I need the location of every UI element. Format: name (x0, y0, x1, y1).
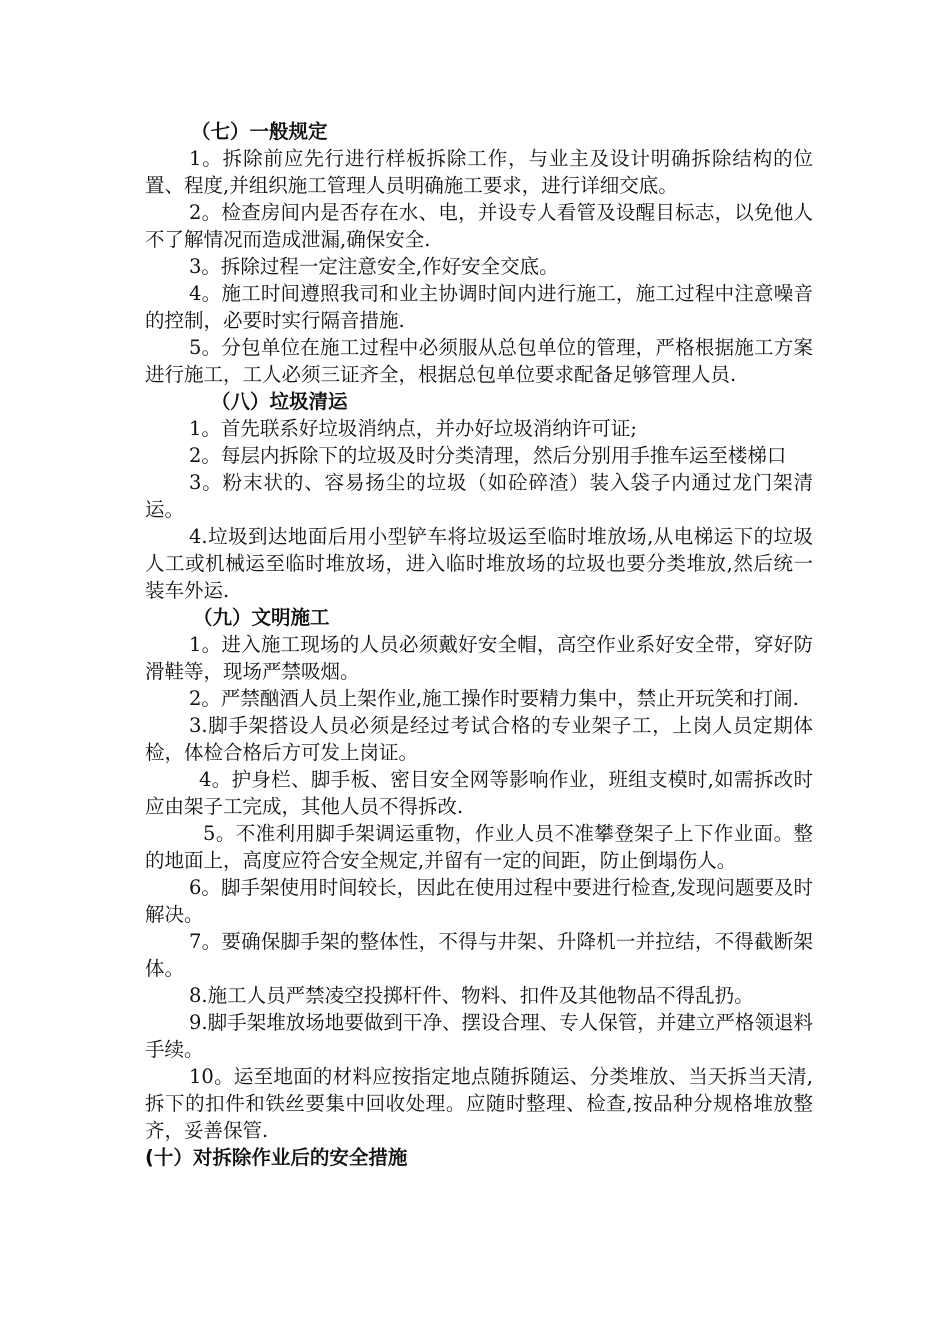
paragraph-9-7: 7。要确保脚手架的整体性，不得与井架、升降机一并拉结，不得截断架体。 (145, 930, 813, 980)
paragraph-9-6: 6。脚手架使用时间较长，因此在使用过程中要进行检查,发现问题要及时解决。 (145, 876, 813, 926)
section-heading-10: (十）对拆除作业后的安全措施 (145, 1146, 408, 1169)
paragraph-9-9: 9.脚手架堆放场地要做到干净、摆设合理、专人保管，并建立严格领退料手续。 (145, 1011, 813, 1061)
paragraph-7-3: 3。拆除过程一定注意安全,作好安全交底。 (189, 255, 559, 278)
paragraph-9-5: 5。不准利用脚手架调运重物，作业人员不准攀登架子上下作业面。整的地面上，高度应符合安全规定,并留有一定的间距，防止倒塌伤人。 (145, 822, 813, 872)
paragraph-9-1: 1。进入施工现场的人员必须戴好安全帽，高空作业系好安全带，穿好防滑鞋等，现场严禁吸烟。 (145, 633, 813, 683)
paragraph-7-1: 1。拆除前应先行进行样板拆除工作，与业主及设计明确拆除结构的位置、程度,并组织施工管理人员明确施工要求，进行详细交底。 (145, 147, 813, 197)
paragraph-7-5: 5。分包单位在施工过程中必须服从总包单位的管理，严格根据施工方案进行施工，工人必须三证齐全，根据总包单位要求配备足够管理人员. (145, 336, 813, 386)
document-page (145, 118, 813, 1171)
paragraph-8-2: 2。每层内拆除下的垃圾及时分类清理，然后分别用手推车运至楼梯口 (189, 444, 787, 467)
section-heading-7: （七）一般规定 (191, 120, 328, 143)
paragraph-9-10: 10。运至地面的材料应按指定地点随拆随运、分类堆放、当天拆当天清,拆下的扣件和铁丝要集中回收处理。应随时整理、检查,按品种分规格堆放整齐，妥善保管. (145, 1065, 813, 1142)
paragraph-9-3: 3.脚手架搭设人员必须是经过考试合格的专业架子工，上岗人员定期体检，体检合格后方可发上岗证。 (145, 714, 813, 764)
section-heading-9: （九）文明施工 (193, 606, 330, 629)
section-heading-8: （八）垃圾清运 (211, 390, 348, 413)
paragraph-8-3: 3。粉末状的、容易扬尘的垃圾（如砼碎渣）装入袋子内通过龙门架清运。 (145, 471, 813, 521)
paragraph-8-1: 1。首先联系好垃圾消纳点，并办好垃圾消纳许可证; (189, 417, 637, 440)
paragraph-7-4: 4。施工时间遵照我司和业主协调时间内进行施工，施工过程中注意噪音的控制，必要时实行隔音措施. (145, 282, 813, 332)
paragraph-7-2: 2。检查房间内是否存在水、电，并设专人看管及设醒目标志，以免他人不了解情况而造成泄漏,确保安全. (145, 201, 813, 251)
paragraph-9-8: 8.施工人员严禁凌空投掷杆件、物料、扣件及其他物品不得乱扔。 (189, 984, 754, 1007)
paragraph-9-2: 2。严禁酗酒人员上架作业,施工操作时要精力集中，禁止开玩笑和打闹. (189, 687, 799, 710)
paragraph-9-4: 4。护身栏、脚手板、密目安全网等影响作业，班组支模时,如需拆改时应由架子工完成，其他人员不得拆改. (145, 768, 813, 818)
paragraph-8-4: 4.垃圾到达地面后用小型铲车将垃圾运至临时堆放场,从电梯运下的垃圾人工或机械运至临时堆放场，进入临时堆放场的垃圾也要分类堆放,然后统一装车外运. (145, 525, 813, 602)
